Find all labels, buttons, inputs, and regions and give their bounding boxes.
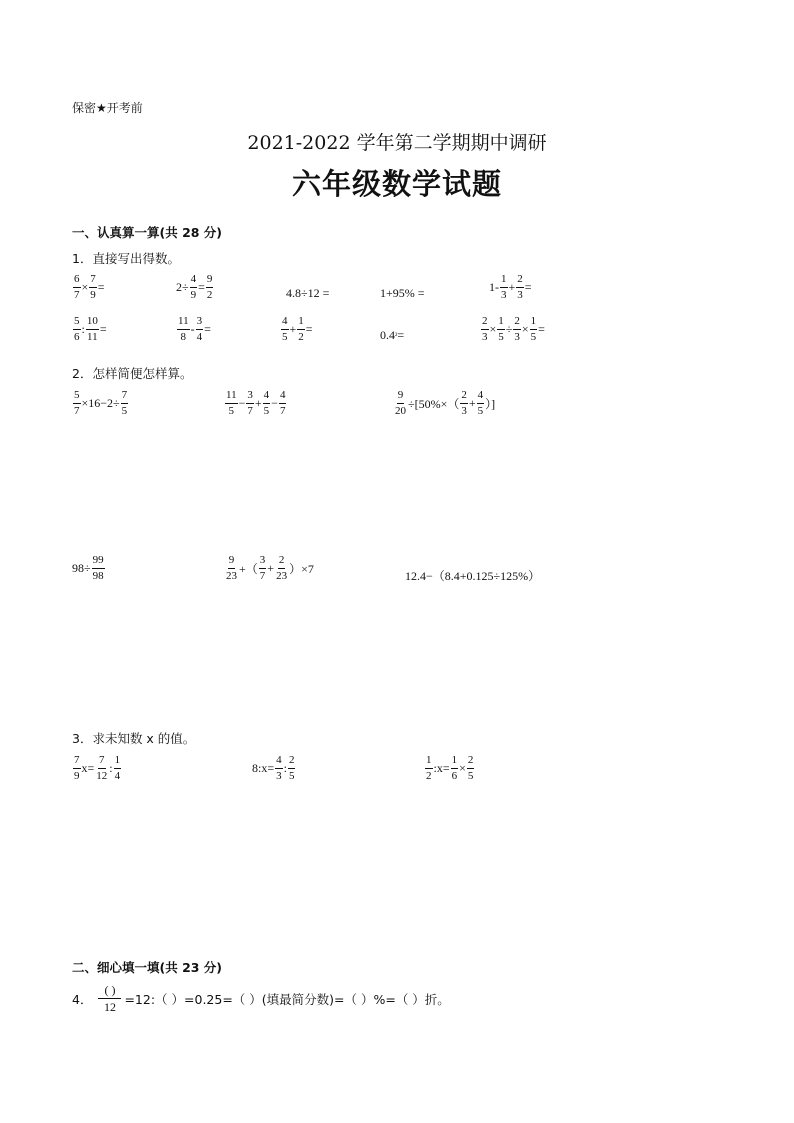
q1-r2-e4: 0.4 ² = [380, 328, 405, 342]
q3-e3: 1 2 :x= $\frac{1}{6}$ × $\frac{2}{5}$ [426, 754, 474, 782]
q2-r1-e3: $\frac{9}{20}$ ÷[50%×（ 2 3 + $\frac{4}{5}$ ）] [395, 389, 496, 417]
q2-r2-e3: 12.4−（8.4+0.125÷125%） [405, 569, 541, 583]
q2-r1-e2: 11 5 − $\frac{3}{7}$ + $\frac{4}{5}$ − $\frac{4}{7}$ [226, 389, 286, 417]
q1-r2-e1: 5 6 : $\frac{10}{11}$ = [74, 315, 107, 343]
q3-label: 3．求未知数 x 的值。 [72, 731, 196, 746]
q1-r2-e5: $\frac{2}{3}$ × $\frac{1}{5}$ ÷ $\frac{2}{3}$ × $\frac{1}{5}$ = [482, 315, 545, 343]
q3-e2: 8:x= $\frac{4}{3}$ : 2 5 [252, 754, 295, 782]
q2-label: 2．怎样简便怎样算。 [72, 366, 193, 381]
q1-label: 1．直接写出得数。 [72, 251, 180, 266]
exam-title: 2021-2022 学年第二学期期中调研 [247, 132, 547, 154]
q1-r1-e5: 1- 1 3 + $\frac{2}{3}$ = [489, 273, 532, 301]
q2-r2-e1: 98÷ $\frac{99}{98}$ [72, 554, 104, 582]
exam-subtitle: 六年级数学试题 [291, 167, 502, 201]
q4: 4． ( ) 12 =12:（ ）=0.25=（ ）(填最简分数)=（ ）%=（ ）折。 [72, 983, 450, 1014]
q2-r2-e2: 9 23 +（ 3 7 + $\frac{2}{23}$ ）×7 [226, 554, 314, 582]
q1-r2-e2: 11 8 - $\frac{3}{4}$ = [178, 315, 211, 343]
section2-heading: 二、细心填一填(共 23 分) [72, 960, 223, 975]
section1-heading: 一、认真算一算(共 28 分) [72, 225, 223, 240]
q1-r1-e3: 4.8÷12 = [286, 286, 330, 300]
q1-r2-e3: 4 5 + $\frac{1}{2}$ = [282, 315, 313, 343]
q2-r1-e1: $\frac{5}{7}$ ×16−2÷ $\frac{7}{5}$ [74, 389, 128, 417]
q3-e1: 7 9 x= $\frac{7}{12}$ : 1 4 [74, 754, 121, 782]
q1-r1-e1: $\frac{6}{7}$ × $\frac{7}{9}$ = [74, 273, 105, 301]
q1-r1-e4: 1+95% = [380, 286, 425, 300]
q1-r1-e2: 2÷ $\frac{4}{9}$ = $\frac{9}{2}$ [176, 273, 213, 301]
confidential-mark: 保密★开考前 [72, 101, 143, 115]
